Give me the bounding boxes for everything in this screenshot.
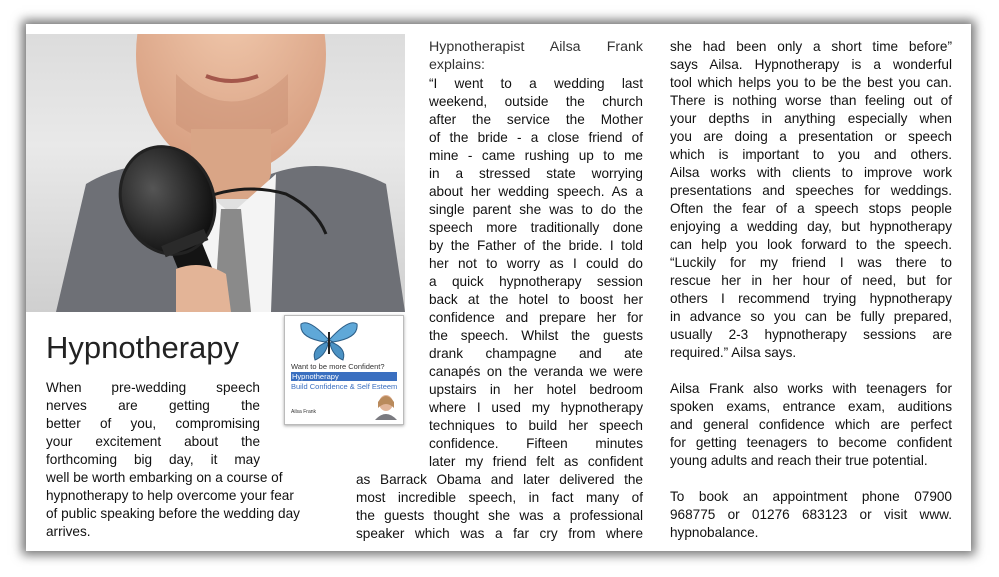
text-line: Ailsa works with clients to improve work [670, 165, 952, 180]
ad-subtitle: Build Confidence & Self Esteem [291, 382, 398, 391]
text-line: usually 2-3 hypnotherapy sessions are [670, 327, 952, 342]
text-line: your excitement about the [46, 434, 260, 449]
text-line: well be worth embarking on a course of [46, 470, 283, 485]
text-line: arrives. [46, 524, 91, 539]
text-line: most incredible speech, in fact many of [356, 490, 643, 505]
text-line: 968775 or 01276 683123 or visit www. [670, 507, 952, 522]
text-line: which is important to you and others. [670, 147, 952, 162]
text-line: required.” Ailsa says. [670, 345, 797, 360]
text-line: weekend, outside the church [429, 94, 643, 109]
text-line: upstairs in her hotel bedroom [429, 382, 643, 397]
text-line: mine - came rushing up to me [429, 148, 643, 163]
text-line: the speech. Whilst the guests [429, 328, 643, 343]
text-line: says Ailsa. Hypnotherapy is a wonderful [670, 57, 952, 72]
text-line: rescue her in her hour of need, but for [670, 273, 952, 288]
ad-question: Want to be more Confident? [291, 362, 385, 371]
text-line: tool which helps you to be the best you can. [670, 75, 952, 90]
text-line: as Barrack Obama and later delivered the [356, 472, 643, 487]
article-heading: Hypnotherapy [46, 330, 240, 365]
intro-line: Hypnotherapist Ailsa Frank [429, 39, 643, 55]
text-line: speaker which was a far cry from where [356, 526, 643, 541]
text-line: in advance so you can be fully prepared, [670, 309, 952, 324]
text-line: When pre-wedding speech [46, 380, 260, 395]
text-line: you are doing a presentation or speech [670, 129, 952, 144]
ad-band: Hypnotherapy [291, 372, 397, 381]
butterfly-icon [299, 318, 359, 362]
text-line: forthcoming big day, it may [46, 452, 260, 467]
text-line: and general confidence which are perfect [670, 417, 952, 432]
text-line: Often the fear of a speech stops people [670, 201, 952, 216]
text-line: confidence. Fifteen minutes [429, 436, 643, 451]
text-line: single parent she was to do the [429, 202, 643, 217]
text-line: about her wedding speech. As a [429, 184, 643, 199]
text-line: your depths in anything especially when [670, 111, 952, 126]
text-line: hypnobalance. [670, 525, 759, 540]
text-line: “Luckily for my friend I was there to [670, 255, 952, 270]
intro-line: explains: [429, 57, 485, 73]
text-line: the guests thought she was a professional [356, 508, 643, 523]
man-with-microphone-illustration [26, 34, 405, 312]
text-line: better of you, compromising [46, 416, 260, 431]
text-line: of public speaking before the wedding day [46, 506, 300, 521]
text-line: There is nothing worse than feeling out of [670, 93, 952, 108]
text-line: where I used my hypnotherapy [429, 400, 643, 415]
text-line: by the Father of the bride. I told [429, 238, 643, 253]
text-line: presentations and speeches for weddings. [670, 183, 952, 198]
text-line: young adults and reach their true potential. [670, 453, 928, 468]
text-line: confidence and prepare her for [429, 310, 643, 325]
text-line: later my friend felt as confident [429, 454, 643, 469]
ad-name: Ailsa Frank [291, 409, 317, 415]
text-line: To book an appointment phone 07900 [670, 489, 952, 504]
text-line: speech more traditionally done [429, 220, 643, 235]
text-line: of the bride - a close friend of [429, 130, 643, 145]
microphone-photo [26, 34, 405, 312]
text-line: “I went to a wedding last [429, 76, 643, 91]
text-line: her not to worry as I could do [429, 256, 643, 271]
magazine-page [26, 24, 971, 551]
text-line: hypnotherapy to help overcome your fear [46, 488, 294, 503]
text-line: others I recommend trying hypnotherapy [670, 291, 952, 306]
text-line: can help you look forward to the speech. [670, 237, 952, 252]
text-line: drank champagne and ate [429, 346, 643, 361]
portrait-thumbnail [375, 394, 397, 420]
text-line: a quick hypnotherapy session [429, 274, 643, 289]
text-line: techniques to build her speech [429, 418, 643, 433]
hypnotherapy-ad [284, 315, 404, 425]
text-line: she had been only a short time before” [670, 39, 952, 54]
text-line: nerves are getting the [46, 398, 260, 413]
text-line: back at the hotel to boost her [429, 292, 643, 307]
text-line: after the service the Mother [429, 112, 643, 127]
text-line: spoken exams, entrance exam, auditions [670, 399, 952, 414]
text-line: in a stressed state worrying [429, 166, 643, 181]
text-line: enjoying a wedding day, but hypnotherapy [670, 219, 952, 234]
text-line: Ailsa Frank also works with teenagers for [670, 381, 952, 396]
text-line: canapés on the veranda we were [429, 364, 643, 379]
text-line: for getting teenagers to become confident [670, 435, 952, 450]
